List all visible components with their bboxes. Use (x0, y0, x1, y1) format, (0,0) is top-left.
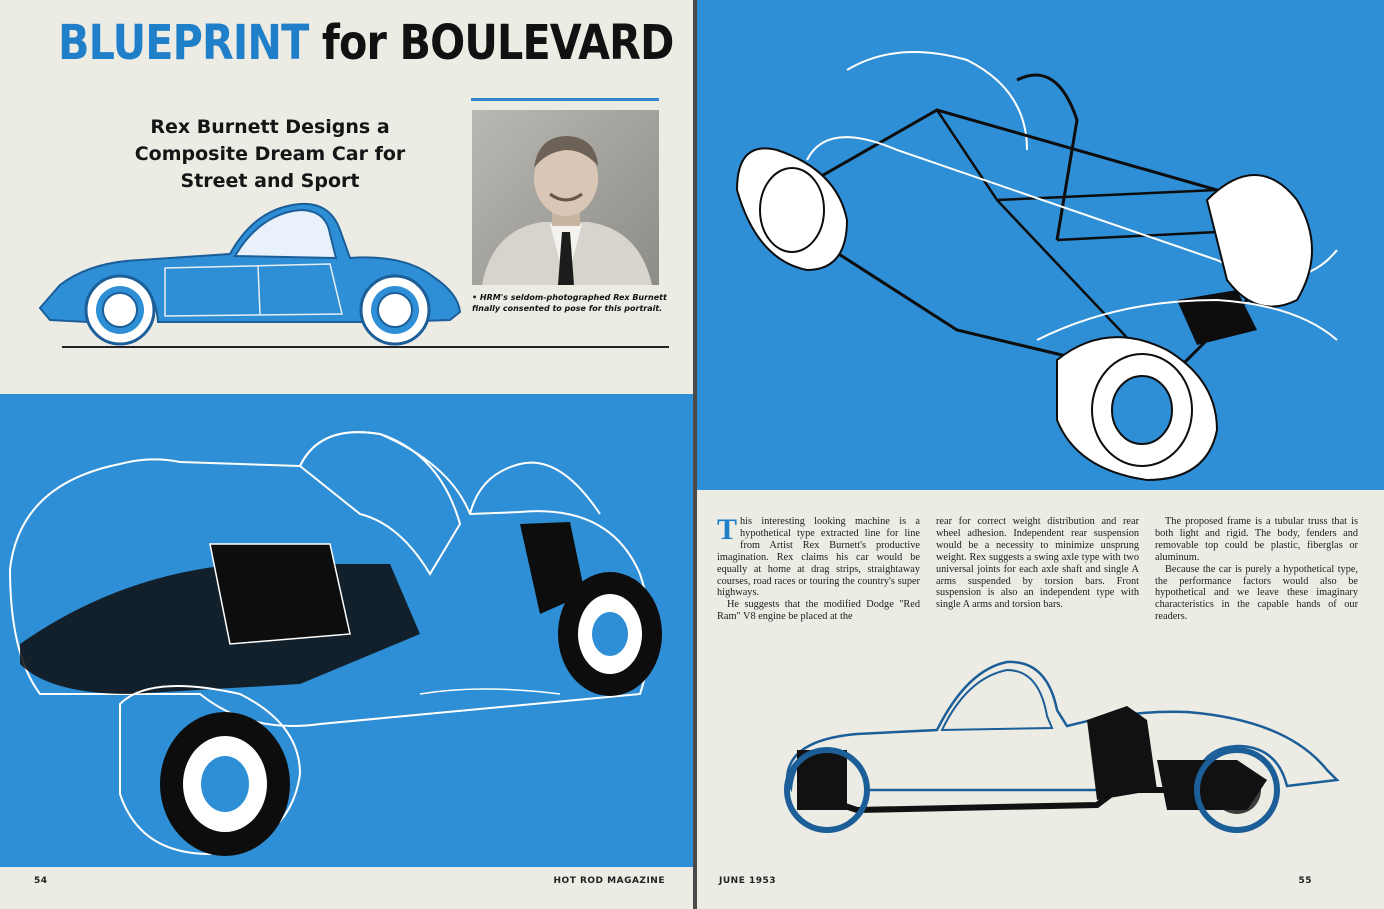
magazine-name: HOT ROD MAGAZINE (553, 876, 665, 886)
article-paragraph: rear for correct weight distribution and rear wheel adhesion. Independent rear suspension would be a necessity to minimize unsprung weight. Rex suggests a swing axle type with two universal joints for each axle shaft and single A arms suspended by torsion bars. Front suspension is also an independent type with single A arms and torsion bars. (936, 516, 1139, 611)
chassis-illustration-panel (697, 0, 1384, 490)
rex-burnett-portrait-photo (472, 110, 659, 285)
subtitle-line: Street and Sport (180, 170, 360, 192)
title-words-for-boulevard: for BOULEVARD (321, 15, 674, 71)
blue-rule (471, 98, 659, 101)
article-body (717, 513, 1358, 623)
paragraph-text: his interesting looking machine is a hypothetical type extracted line for line from Artist Rex Burnett's productive imagination. Rex claims his car would be equally at home at drag strips, straightaway courses, road races or touring the country's super highways. (717, 516, 920, 599)
chassis-frame-illustration (697, 0, 1384, 490)
subtitle-line: Rex Burnett Designs a (150, 116, 390, 138)
car-cutaway-illustration (0, 394, 693, 867)
article-title (58, 16, 673, 71)
issue-date: JUNE 1953 (719, 876, 777, 886)
article-subtitle (80, 114, 460, 195)
photo-caption (472, 292, 667, 314)
article-paragraph: Because the car is purely a hypothetical type, the performance factors would also be hypothetical and we leave these imaginary characteristics in the capable hands of our readers. (1155, 563, 1358, 623)
drop-cap: T (717, 513, 738, 546)
portrait-figure (472, 110, 659, 285)
article-paragraph: He suggests that the modified Dodge "Red Ram" V8 engine be placed at the (717, 599, 920, 623)
article-column-2 (936, 516, 1139, 623)
car-side-profile-illustration (30, 190, 470, 350)
article-column-1 (717, 513, 920, 623)
car-side-chassis-illustration (767, 650, 1367, 870)
caption-line: • HRM's seldom-photographed Rex Burnett (472, 293, 667, 302)
cutaway-illustration-panel (0, 394, 693, 867)
title-word-blueprint: BLUEPRINT (58, 15, 309, 71)
right-page (697, 0, 1384, 909)
page-number: 55 (1298, 876, 1312, 886)
caption-line: finally consented to pose for this portrait. (472, 304, 663, 313)
article-paragraph (717, 513, 920, 599)
subtitle-line: Composite Dream Car for (134, 143, 406, 165)
article-paragraph: The proposed frame is a tubular truss that is both light and rigid. The body, fenders and removable top could be plastic, fiberglas or aluminum. (1155, 516, 1358, 563)
article-column-3 (1155, 516, 1358, 623)
black-rule (62, 346, 669, 348)
page-number: 54 (34, 876, 48, 886)
